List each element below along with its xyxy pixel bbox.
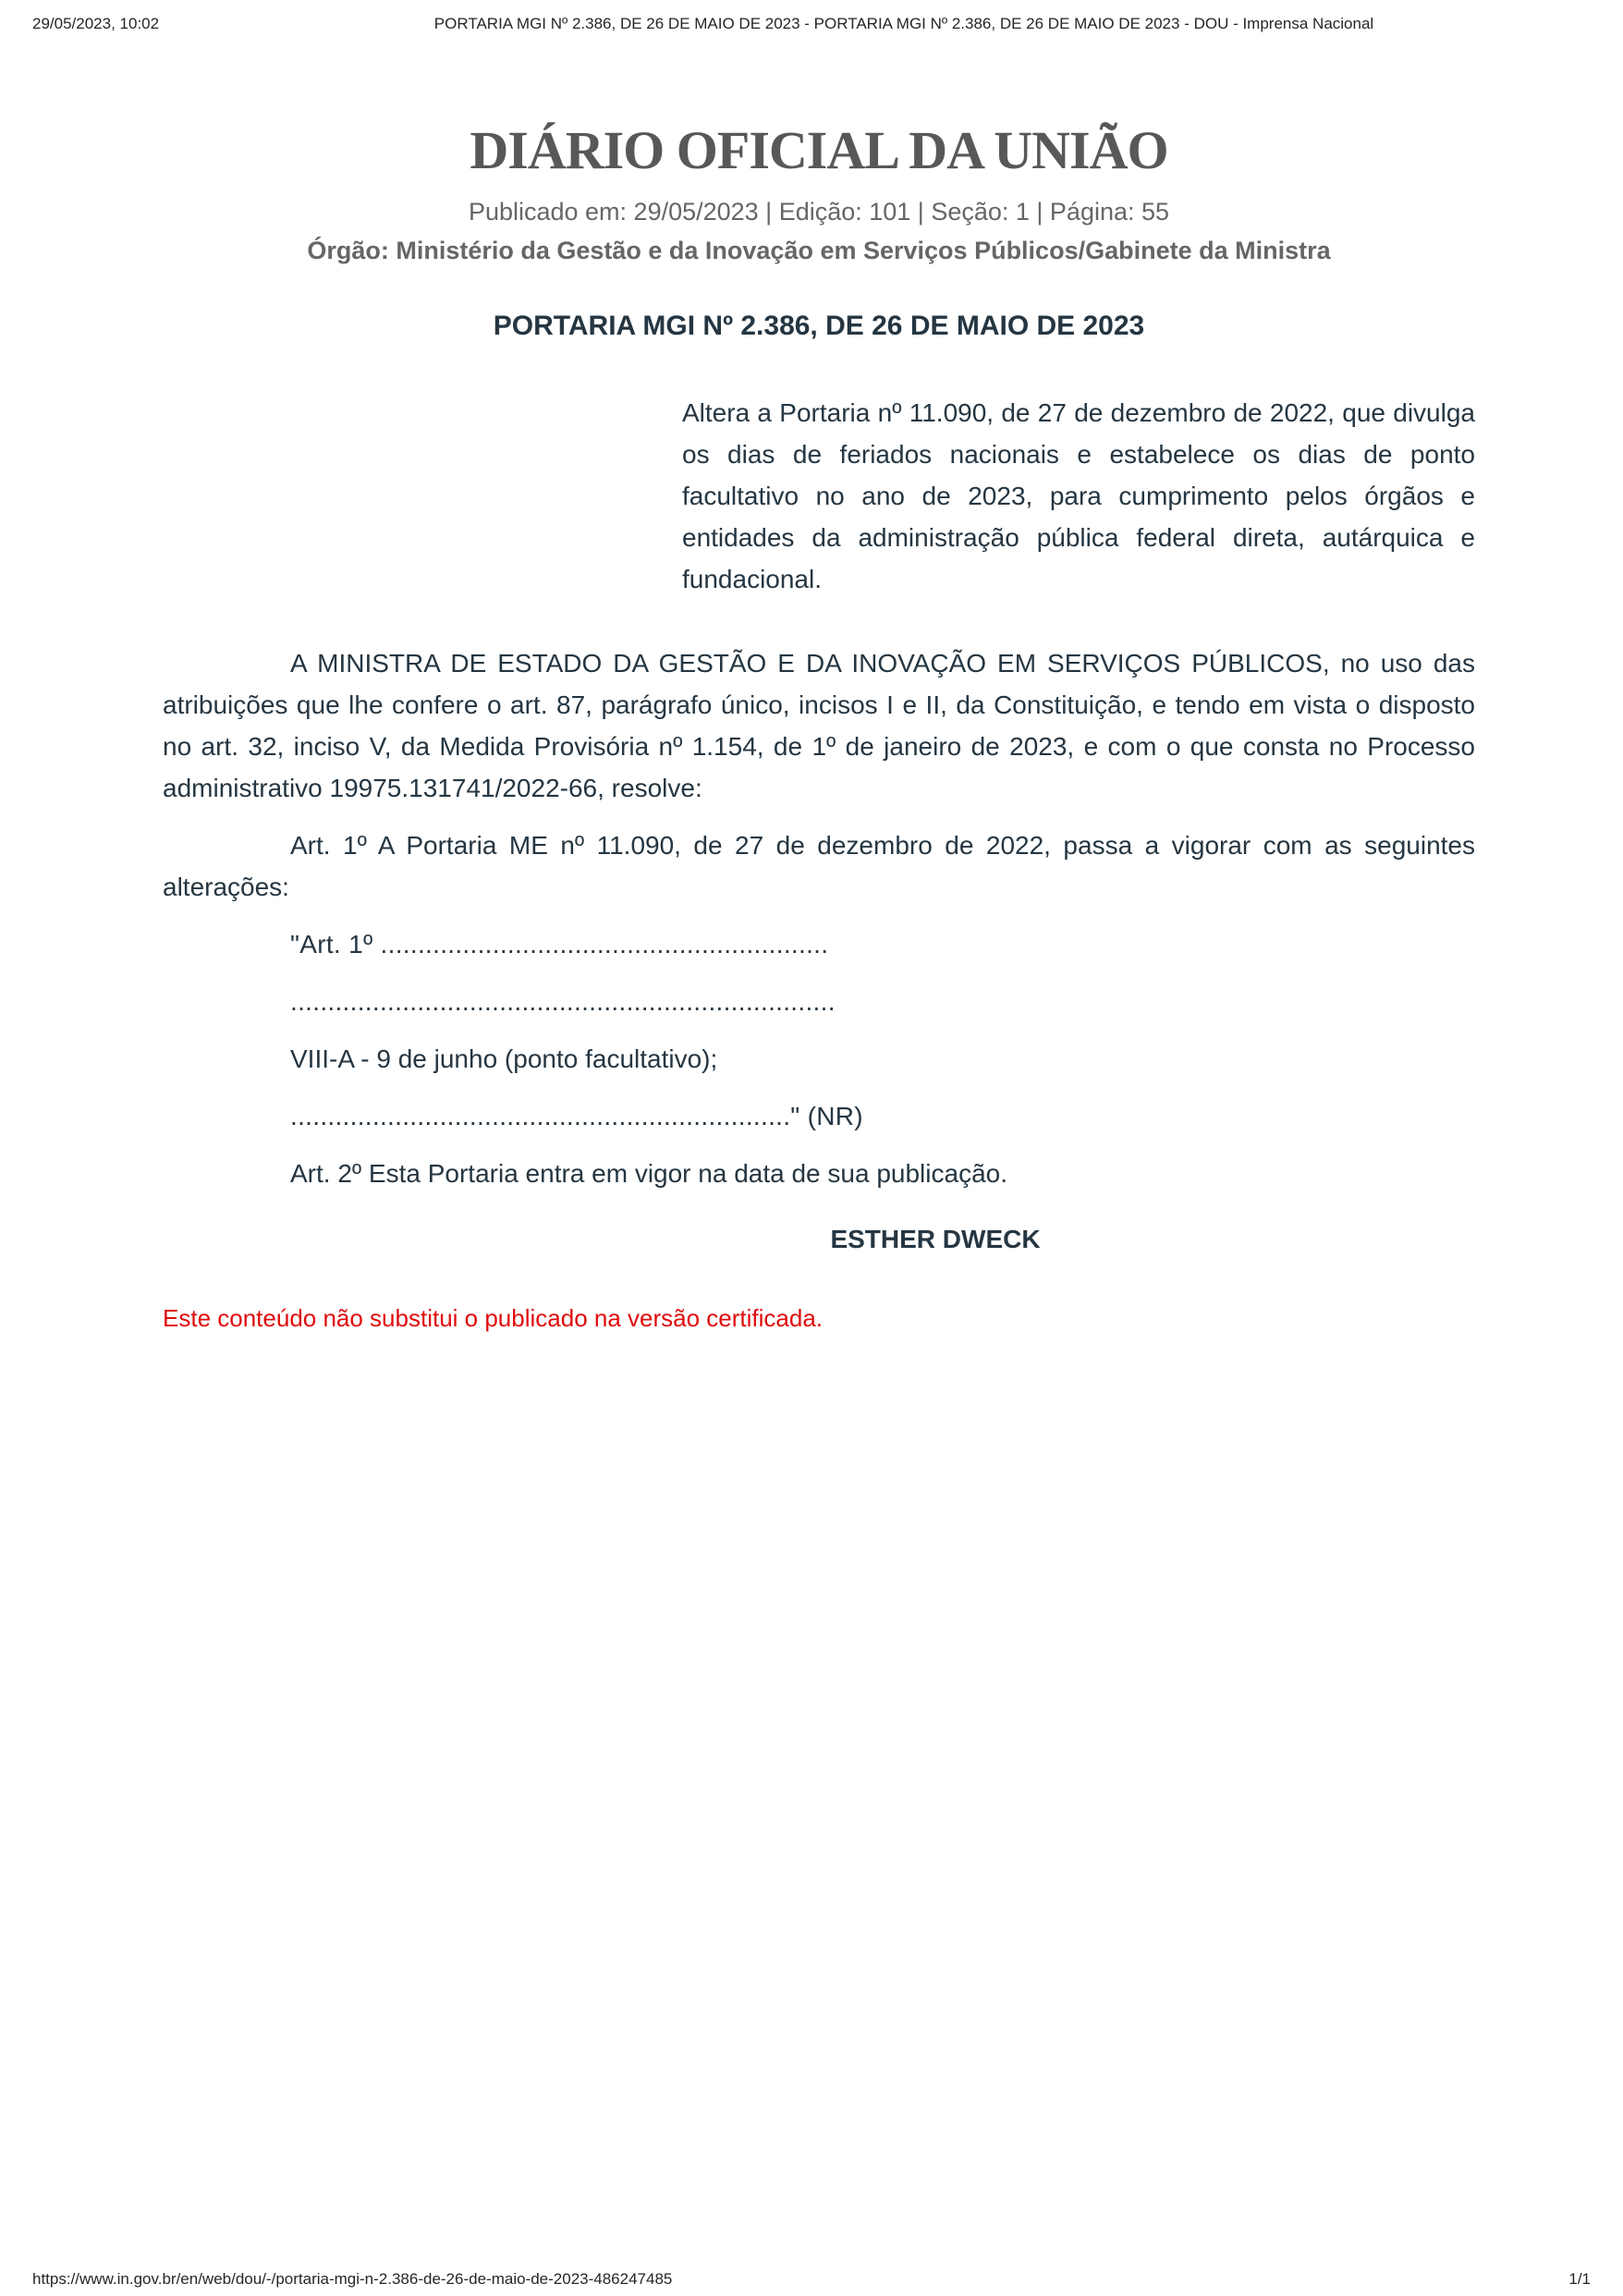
paragraph-art2: Art. 2º Esta Portaria entra em vigor na data de sua publicação.: [290, 1159, 1007, 1188]
signature-name: ESTHER DWECK: [830, 1225, 1041, 1253]
paragraph-viii-a: VIII-A - 9 de junho (ponto facultativo);: [290, 1044, 718, 1073]
paragraph-art1: Art. 1º A Portaria ME nº 11.090, de 27 de dezembro de 2022, passa a vigorar com as seguintes alterações:: [163, 831, 1475, 901]
masthead-title: DIÁRIO OFICIAL DA UNIÃO: [470, 120, 1168, 180]
article-summary: Altera a Portaria nº 11.090, de 27 de dezembro de 2022, que divulga os dias de feriados nacionais e estabelece os dias de ponto facultativo no ano de 2023, para cumprimento pelos órgãos e entidades da administração pública federal direta, autárquica e fundacional.: [682, 398, 1475, 593]
print-header-title: PORTARIA MGI Nº 2.386, DE 26 DE MAIO DE 2023 - PORTARIA MGI Nº 2.386, DE 26 DE MAIO DE 2023 - DOU - Imprensa Nacional: [433, 15, 1374, 32]
paragraph-dots-nr: ..................................................................." (NR): [290, 1102, 863, 1130]
publication-info: Publicado em: 29/05/2023 | Edição: 101 | Seção: 1 | Página: 55: [468, 198, 1170, 226]
article-title: PORTARIA MGI Nº 2.386, DE 26 DE MAIO DE 2023: [493, 311, 1145, 341]
page-indicator: 1/1: [1568, 2270, 1591, 2288]
paragraph-preamble: A MINISTRA DE ESTADO DA GESTÃO E DA INOVAÇÃO EM SERVIÇOS PÚBLICOS, no uso das atribuições que lhe confere o art. 87, parágrafo único, incisos I e II, da Constituição, e tendo em vista o disposto no art. 32, inciso V, da Medida Provisória nº 1.154, de 1º de janeiro de 2023, e com o que consta no Processo administrativo 19975.131741/2022-66, resolve:: [163, 649, 1475, 802]
paragraph-quote-art1-dots: "Art. 1º ............................................................: [290, 930, 829, 959]
footer-url: https://www.in.gov.br/en/web/dou/-/portaria-mgi-n-2.386-de-26-de-maio-de-2023-486247485: [32, 2270, 673, 2288]
organ-line: Órgão: Ministério da Gestão e da Inovação em Serviços Públicos/Gabinete da Ministra: [307, 237, 1331, 264]
disclaimer-text: Este conteúdo não substitui o publicado na versão certificada.: [163, 1304, 824, 1332]
print-header-datetime: 29/05/2023, 10:02: [32, 15, 160, 32]
paragraph-dots-line: .........................................................................: [290, 987, 836, 1016]
